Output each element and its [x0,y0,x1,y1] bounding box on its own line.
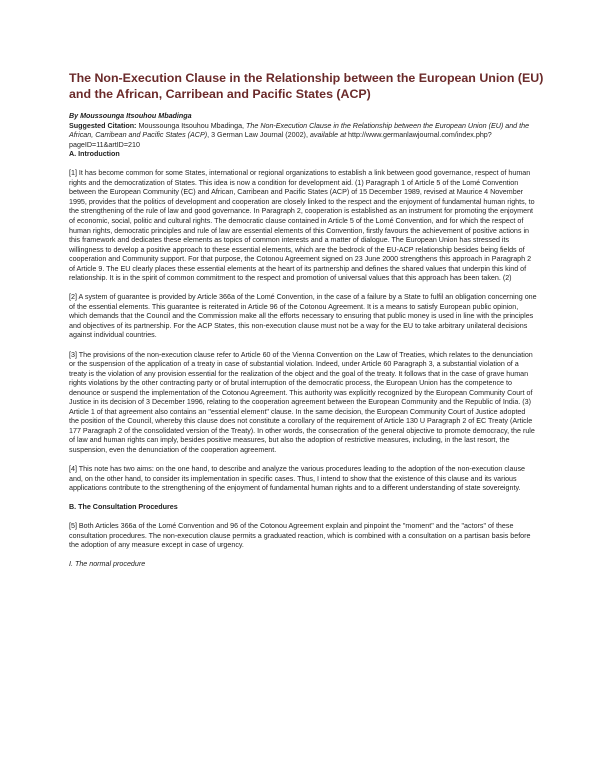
subsection-heading-normal-procedure: I. The normal procedure [69,560,146,569]
paragraph-4: [4] This note has two aims: on the one hand, to describe and analyze the various procedures leading to the adoption of the non-execution clause and, on the other hand, to consider its implementation in specific cases. Thus, I intend to show that the existence of this clause and its various applications contribute to the strengthening of the enjoyment of fundamental human rights and to a different understanding of state sovereignty. [69,465,525,493]
citation-label: Suggested Citation: [69,121,137,130]
author-byline: By Moussounga Itsouhou Mbadinga [69,112,192,120]
section-heading-introduction: A. Introduction [69,150,120,159]
paragraph-2: [2] A system of guarantee is provided by Article 366a of the Lomé Convention, in the case of a failure by a State to fulfil an obligation concerning one of the essential elements. This guarantee is reiterated in Article 96 of the Cotonou Agreement. It is a means to satisfy European public opinion, which demands that the Council and the Commission make all the efforts necessary to ensuring that public money is used in line with the principles and objectives of its partnership. For the ACP States, this non-execution clause must not be a way for the EU to take arbitrary unilateral decisions against individual countries. [69,293,537,340]
citation-journal: , 3 German Law Journal (2002), [207,131,308,140]
citation-author: Moussounga Itsouhou Mbadinga, [138,121,245,130]
citation-url-link[interactable]: http://www.germanlawjournal.com/index.php?pageID=11&artID=210 [69,131,492,149]
paragraph-3: [3] The provisions of the non-execution clause refer to Article 60 of the Vienna Convention on the Law of Treaties, which relates to the denunciation or the suspension of the application of a treaty in case of substantial violation. Indeed, under Article 60 Paragraph 3, a substantial violation of a treaty is the violation of any provision essential for the realization of the object and the goal of the treaty. It follows that in the case of grave human rights violations by the other contracting party or of brutal interruption of the democratic process, the European Union has the competence to denounce or suspend the implementation of the Cotonou Agreement. This authority was explicitly recognized by the European Community Court of Justice in its decision of 3 December 1996, relating to the cooperation agreement between the European Community and the Republic of India. (3) Article 1 of that agreement also contains an "essential element" clause. In the same decision, the European Community Court of Justice adopted the position of the Council, whereby this clause does not constitute a corollary of the requirement of Article 130 U Paragraph 2 of EC Treaty (Article 177 Paragraph 2 of the consolidated version of the Treaty). In other words, the consecration of the general objective to promote democracy, the rule of law and human rights can imply, besides positive measures, but also the adoption of restrictive measures, including, in the last resort, the suspension, even the denunciation of the cooperation agreement. [69,350,535,454]
citation-title: The Non-Execution Clause in the Relationship between the European Union (EU) and the African, Carribean and Pacific States (ACP) [69,121,530,140]
paragraph-1: [1] It has become common for some States, international or regional organizations to establish a link between good governance, respect of human rights and the democratization of States. This idea is now a condition for development aid. (1) Paragraph 1 of Article 5 of the Lomé Convention between the European Community (EC) and African, Carribean and Pacific States (ACP) of 15 December 1989, revised at Maurice 4 November 1995, provides that the politics of development and cooperation are closely linked to the respect and the enjoyment of fundamental human rights, to the strengthening of the rule of law and good governance. In Paragraph 2, cooperation is established as an instrument for promoting the enjoyment of economic, social, politic and cultural rights. The democratic clause contained in Article 5 of the Lomé Convention, and for which the respect of human rights, democratic principles and rule of law are essential elements of this Convention, firstly favours the achievement of positive actions in this framework and dedicates these elements as topics of common interests and a matter of dialogue. The European Union has stressed its willingness to develop a positive approach to these essential elements, which are the bedrock of the EU-ACP relationship besides being fields of cooperation and Community support. For that purpose, the Cotonou Agreement signed on 23 June 2000 strengthens this approach in Paragraph 2 of Article 9. The EU clearly places these essential elements at the heart of its partnership and defines the shared values that underpin this kind of relationship. It is in the spirit of common commitment to the respect and promotion of universal values that this approach has been taken. (2) [69,169,535,283]
citation-available: available at [309,131,347,140]
suggested-citation [69,122,537,151]
article-title: The Non-Execution Clause in the Relationship between the European Union (EU) and the African, Carribean and Pacific States (ACP) [69,71,544,101]
paragraph-5: [5] Both Articles 366a of the Lomé Convention and 96 of the Cotonou Agreement explain and pinpoint the "moment" and the "actors" of these consultation procedures. The non-execution clause permits a graduated reaction, which is combined with a consultation on a partisan basis before the adoption of any measure except in case of urgency. [69,522,531,550]
article-body [69,112,537,570]
section-heading-consultation: B. The Consultation Procedures [69,503,178,512]
